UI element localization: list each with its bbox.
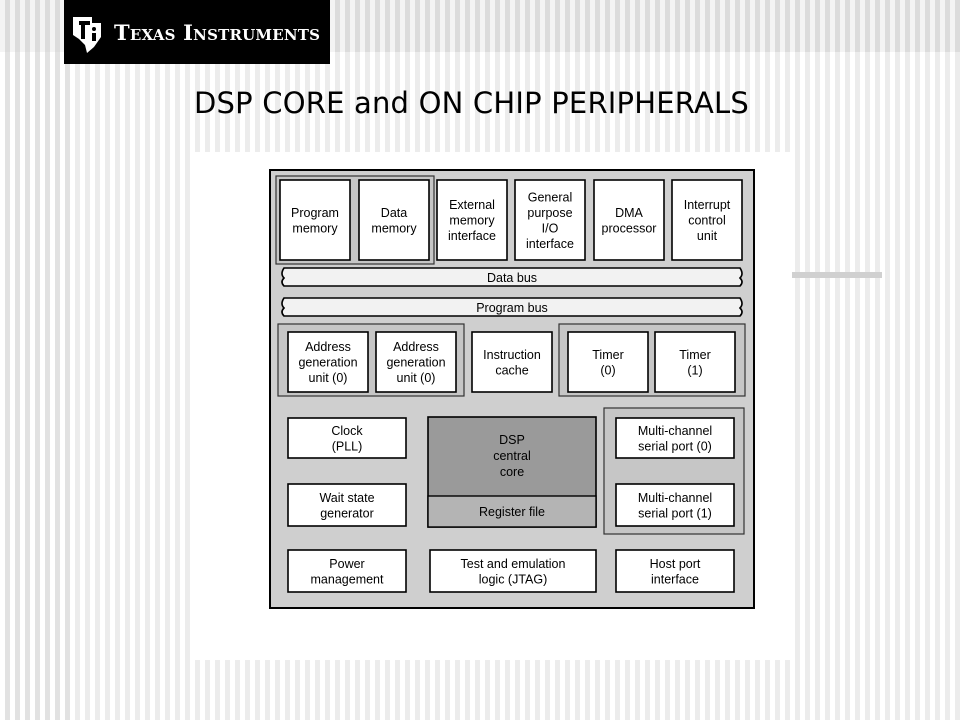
instruction-cache-block [472, 332, 552, 392]
external-memory-interface-block-label-2: memory [449, 213, 495, 228]
address-generation-unit-b-block-label-3: unit (0) [396, 371, 436, 385]
jtag-block-label-2: logic (JTAG) [478, 572, 548, 587]
interrupt-control-unit-block-label-3: unit [696, 229, 718, 243]
decorative-bar [790, 272, 882, 278]
dma-processor-block-label-1: DMA [615, 205, 643, 220]
host-port-interface-block-label-2: interface [651, 572, 699, 587]
instruction-cache-block-label-1: Instruction [483, 347, 541, 362]
gpio-interface-block-label-4: interface [526, 236, 574, 251]
wait-state-generator-block-label-1: Wait state [319, 490, 375, 505]
timer-0-block [568, 332, 648, 392]
external-memory-interface-block [437, 180, 507, 260]
gpio-interface-block-label-3: I/O [541, 221, 559, 236]
data-memory-block-label-1: Data [380, 205, 408, 220]
host-port-interface-block [616, 550, 734, 592]
block-diagram [192, 152, 792, 660]
timer-0-block-label-2: (0) [600, 363, 616, 378]
clock-pll-block [288, 418, 406, 458]
data-memory-block [359, 180, 429, 260]
register-file-label: Register file [479, 505, 545, 519]
jtag-block-label-1: Test and emulation [460, 556, 566, 571]
gpio-interface-block-label-1: General [527, 190, 573, 205]
serial-port-0-block [616, 418, 734, 458]
serial-port-0-block-label-1: Multi-channel [637, 423, 713, 438]
address-generation-unit-a-block [288, 332, 368, 392]
dsp-core-line-3: core [499, 465, 525, 479]
serial-port-1-block [616, 484, 734, 526]
interrupt-control-unit-block-label-1: Interrupt [683, 198, 731, 212]
external-memory-interface-block-label-1: External [449, 198, 495, 212]
serial-port-0-block-label-2: serial port (0) [638, 439, 712, 454]
address-generation-unit-b-block-label-2: generation [386, 355, 446, 370]
company-name: Texas Instruments [114, 19, 321, 45]
timer-1-block-label-1: Timer [679, 347, 711, 362]
external-memory-interface-block-label-3: interface [448, 229, 496, 243]
wait-state-generator-block-label-2: generator [320, 506, 374, 521]
jtag-block [430, 550, 596, 592]
power-management-block [288, 550, 406, 592]
serial-port-1-block-label-1: Multi-channel [637, 490, 713, 505]
address-generation-unit-a-block-label-3: unit (0) [308, 371, 348, 385]
data-bus-label: Data bus [486, 271, 538, 285]
instruction-cache-block-label-2: cache [495, 363, 529, 378]
interrupt-control-unit-block [672, 180, 742, 260]
dma-processor-block [594, 180, 664, 260]
dsp-core-line-2: central [493, 449, 531, 463]
program-memory-block-label-1: Program [291, 205, 339, 220]
timer-1-block [655, 332, 735, 392]
gpio-interface-block [515, 180, 585, 260]
clock-pll-block-label-2: (PLL) [331, 439, 363, 454]
background-stripes [0, 0, 70, 720]
program-bus-label: Program bus [476, 301, 548, 315]
power-management-block-label-2: management [310, 572, 384, 587]
timer-1-block-label-2: (1) [687, 363, 703, 378]
wait-state-generator-block [288, 484, 406, 526]
interrupt-control-unit-block-label-2: control [688, 213, 726, 228]
slide-title: DSP CORE and ON CHIP PERIPHERALS [194, 86, 749, 120]
address-generation-unit-a-block-label-1: Address [305, 340, 351, 354]
address-generation-unit-b-block [376, 332, 456, 392]
diagram-canvas [192, 152, 792, 660]
dsp-core-line-1: DSP [499, 433, 525, 447]
gpio-interface-block-label-2: purpose [527, 205, 573, 220]
clock-pll-block-label-1: Clock [331, 423, 363, 438]
serial-port-1-block-label-2: serial port (1) [638, 506, 712, 521]
dma-processor-block-label-2: processor [601, 221, 657, 236]
data-memory-block-label-2: memory [371, 221, 417, 236]
power-management-block-label-1: Power [329, 556, 365, 571]
address-generation-unit-a-block-label-2: generation [298, 355, 358, 370]
program-memory-block [280, 180, 350, 260]
host-port-interface-block-label-1: Host port [649, 556, 701, 571]
address-generation-unit-b-block-label-1: Address [393, 340, 439, 354]
company-logo [64, 0, 330, 64]
program-memory-block-label-2: memory [292, 221, 338, 236]
timer-0-block-label-1: Timer [592, 347, 624, 362]
ti-logo-icon [70, 9, 104, 55]
